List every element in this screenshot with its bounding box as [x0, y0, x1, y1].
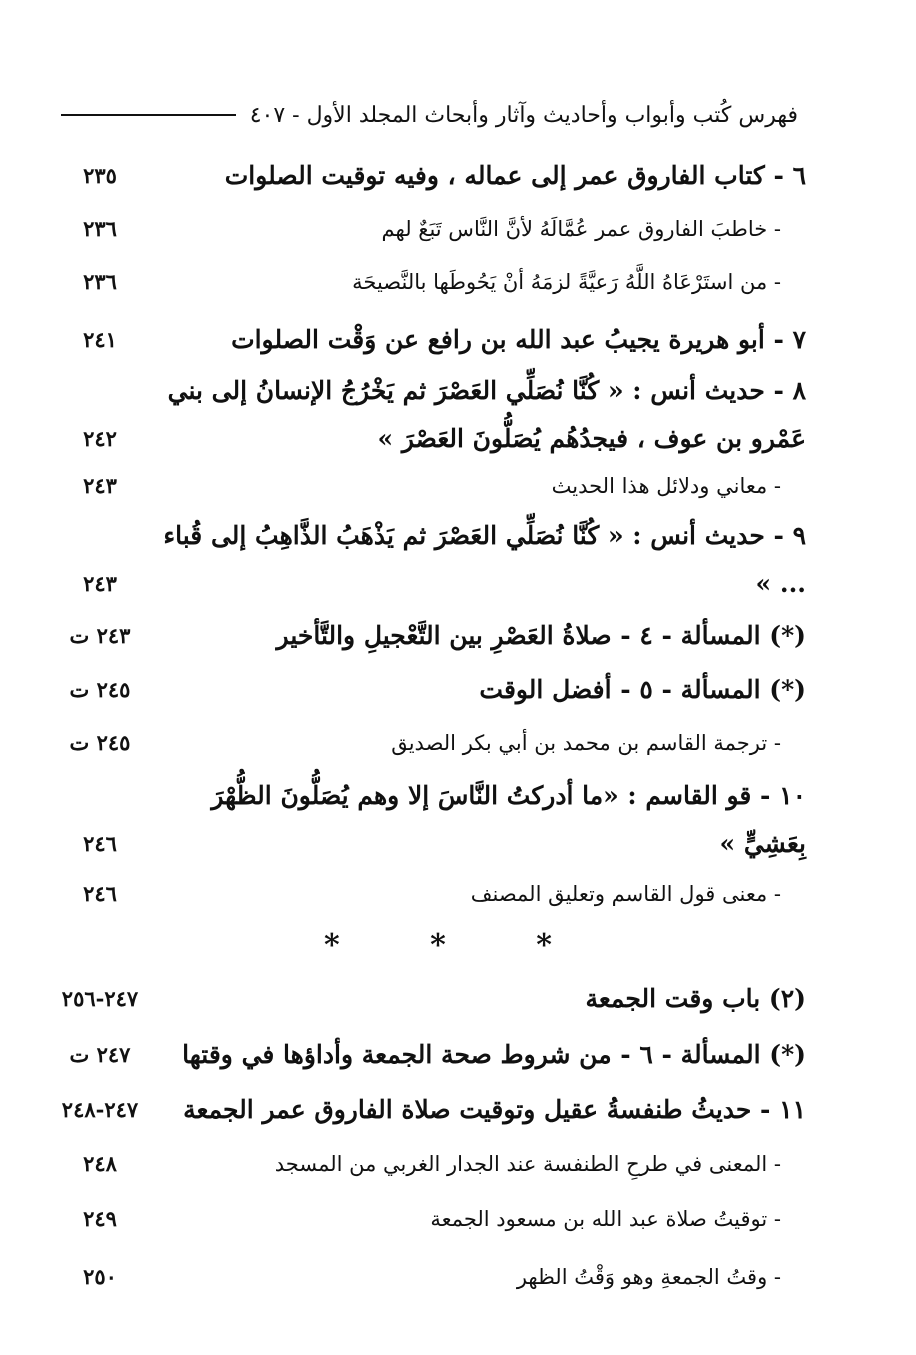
entry-page: ٢٤٥ ت	[69, 677, 131, 702]
index-entry	[40, 1253, 806, 1301]
entry-text: - توقيتُ صلاة عبد الله بن مسعود الجمعة	[430, 1207, 781, 1231]
entry-page: ٢٤٨	[83, 1151, 117, 1176]
index-entry	[40, 1195, 806, 1243]
entry-text: ٨ - حديث أنس : « كُنَّا نُصَلِّي العَصْرَ ثم يَخْرُجُ الإنسانُ إلى بني عَمْرو بن عوف ، فيجدُهُم يُصَلُّونَ العَصْرَ »	[167, 376, 806, 453]
entry-page: ٢٤٢	[83, 426, 117, 451]
entry-text: - خاطبَ الفاروق عمر عُمَّالَهُ لأنَّ النَّاس تَبَعٌ لهم	[381, 217, 781, 241]
entry-text: ٦ - كتاب الفاروق عمر إلى عماله ، وفيه توقيت الصلوات	[224, 161, 806, 190]
entry-text: (*) المسألة - ٤ - صلاةُ العَصْرِ بين التَّعْجيلِ والتَّأخير	[276, 621, 806, 650]
index-entry	[40, 1086, 806, 1134]
index-entry	[40, 1031, 806, 1079]
entry-text: (*) المسألة - ٦ - من شروط صحة الجمعة وأداؤها في وقتها	[182, 1040, 806, 1069]
section-separator: * * *	[324, 928, 592, 963]
index-entry	[40, 975, 806, 1023]
entry-page: ٢٣٥	[83, 163, 117, 188]
header-text: فهرس كُتب وأبواب وأحاديث وآثار وأبحاث المجلد الأول - ٤٠٧	[249, 102, 798, 128]
index-entry	[40, 1140, 806, 1188]
entry-page: ٢٤٩	[83, 1206, 117, 1231]
entry-page: ٢٣٦	[83, 269, 117, 294]
entry-page: ٢٤٣ ت	[69, 623, 131, 648]
entry-page: ٢٤٧-٢٤٨	[61, 1097, 139, 1122]
entry-text: ١١ - حديثُ طنفسةُ عقيل وتوقيت صلاة الفاروق عمر الجمعة	[183, 1095, 806, 1124]
entry-page: ٢٤٦	[83, 881, 117, 906]
entry-text: - من استَرْعَاهُ اللَّهُ رَعيَّةً لزمَهُ أنْ يَحُوطَها بالنَّصيحَة	[352, 270, 781, 294]
entry-page: ٢٤٥ ت	[69, 730, 131, 755]
entry-text: (٢) باب وقت الجمعة	[585, 984, 806, 1013]
entry-text: - المعنى في طرحِ الطنفسة عند الجدار الغربي من المسجد	[274, 1152, 781, 1176]
entry-page: ٢٤١	[83, 327, 117, 352]
entry-text: ٧ - أبو هريرة يجيبُ عبد الله بن رافع عن وَقْت الصلوات	[231, 325, 806, 354]
entry-text: - ترجمة القاسم بن محمد بن أبي بكر الصديق	[391, 731, 781, 755]
entry-text: - معنى قول القاسم وتعليق المصنف	[470, 882, 781, 906]
entry-text: - معاني ودلائل هذا الحديث	[551, 474, 781, 498]
entry-page: ٢٤٦	[83, 831, 117, 856]
entry-page: ٢٣٦	[83, 216, 117, 241]
entry-text: - وقتُ الجمعةِ وهو وَقْتُ الظهر	[516, 1265, 781, 1289]
entry-page: ٢٤٧-٢٥٦	[61, 986, 139, 1011]
entry-text: ٩ - حديث أنس : « كُنَّا نُصَلِّي العَصْرَ ثم يَذْهَبُ الذَّاهِبُ إلى قُباء ... »	[163, 521, 806, 598]
entry-text: ١٠ - قو القاسم : «ما أدركتُ النَّاسَ إلا وهم يُصَلُّونَ الظُّهْرَ بِعَشِيٍّ »	[211, 781, 806, 858]
entry-page: ٢٥٠	[83, 1264, 117, 1289]
entry-text: (*) المسألة - ٥ - أفضل الوقت	[479, 675, 806, 704]
entry-page: ٢٤٧ ت	[69, 1042, 131, 1067]
entry-page: ٢٤٣	[83, 571, 117, 596]
entry-page: ٢٤٣	[83, 473, 117, 498]
